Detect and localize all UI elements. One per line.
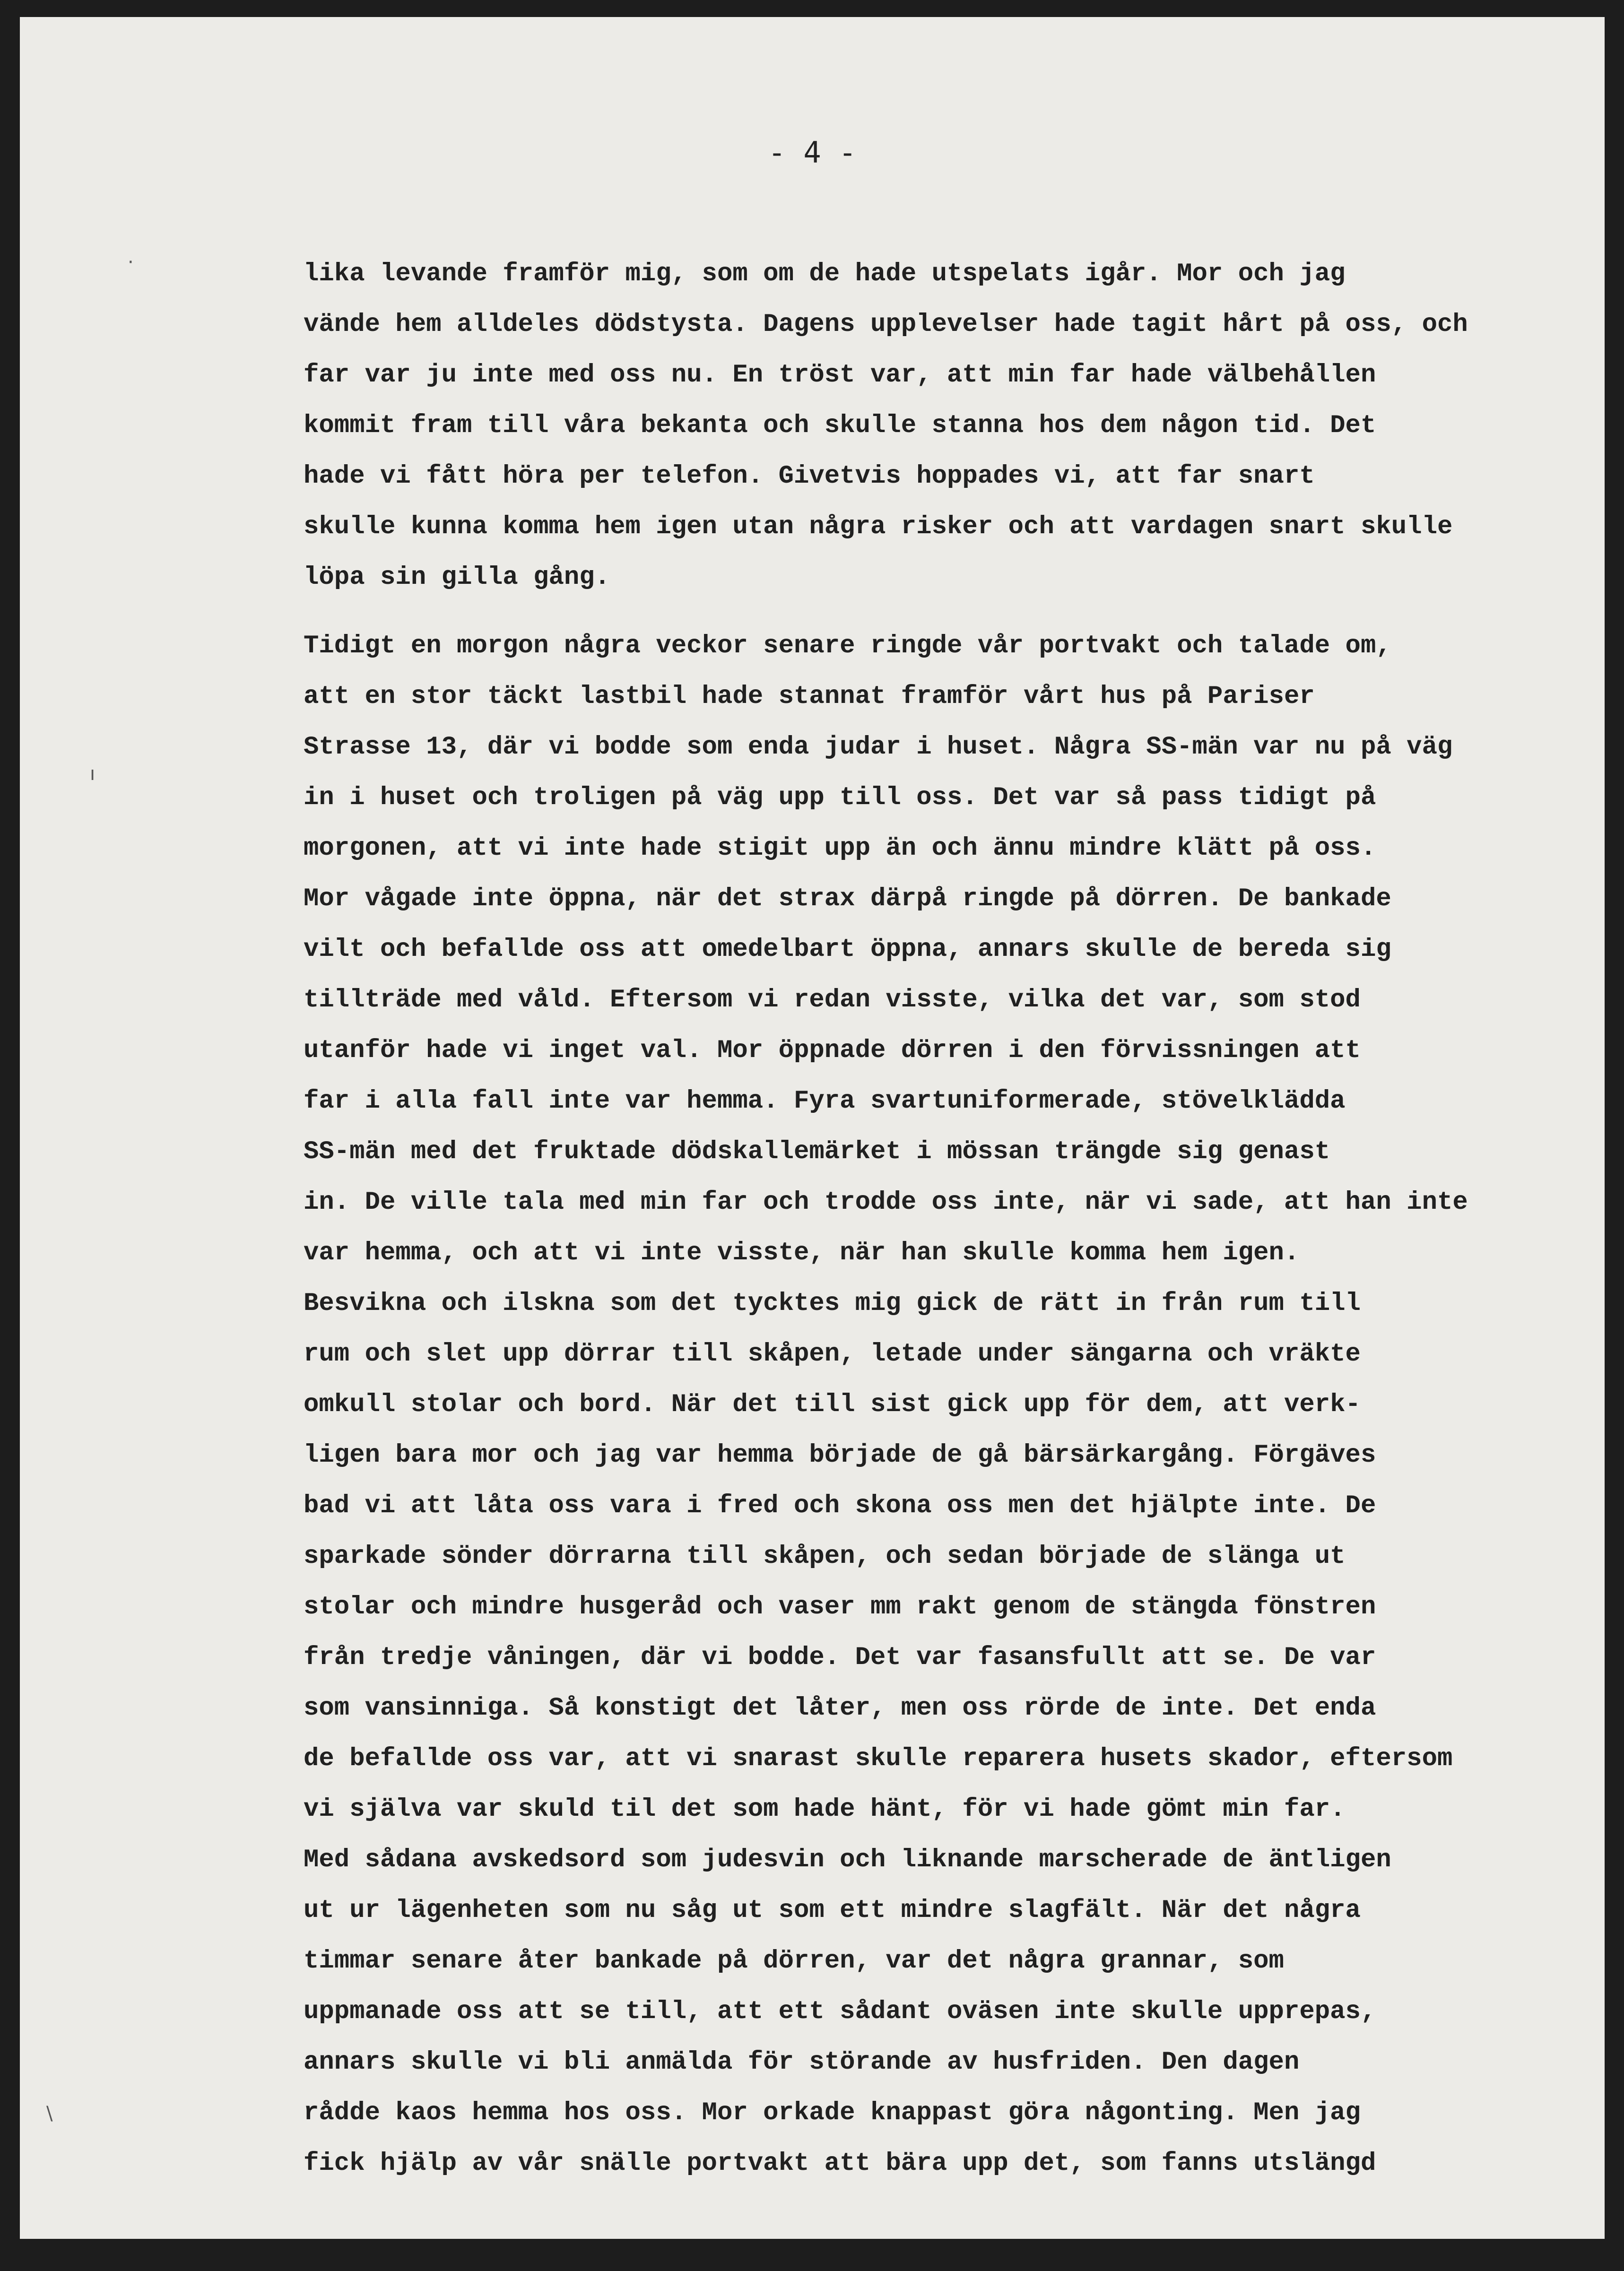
text-line: morgonen, att vi inte hade stigit upp än och ännu mindre klätt på oss.	[304, 834, 1376, 863]
text-line: SS-män med det fruktade dödskallemärket i mössan trängde sig genast	[304, 1137, 1330, 1166]
stray-mark: ı	[90, 763, 96, 785]
text-line: Besvikna och ilskna som det tycktes mig gick de rätt in från rum till	[304, 1289, 1361, 1318]
text-line: lika levande framför mig, som om de hade utspelats igår. Mor och jag	[304, 260, 1346, 288]
text-line: hade vi fått höra per telefon. Givetvis hoppades vi, att far snart	[304, 462, 1315, 491]
text-line: vände hem alldeles dödstysta. Dagens upplevelser hade tagit hårt på oss, och	[304, 310, 1468, 339]
text-line: Tidigt en morgon några veckor senare ringde vår portvakt och talade om,	[304, 632, 1391, 660]
text-line: ut ur lägenheten som nu såg ut som ett mindre slagfält. När det några	[304, 1896, 1361, 1925]
text-line: Mor vågade inte öppna, när det strax därpå ringde på dörren. De bankade	[304, 884, 1391, 913]
text-line: far var ju inte med oss nu. En tröst var, att min far hade välbehållen	[304, 361, 1376, 390]
text-line: löpa sin gilla gång.	[304, 563, 610, 592]
text-line: stolar och mindre husgeråd och vaser mm rakt genom de stängda fönstren	[304, 1593, 1376, 1621]
paragraph-2	[304, 621, 1604, 2189]
text-line: bad vi att låta oss vara i fred och skona oss men det hjälpte inte. De	[304, 1491, 1376, 1520]
text-line: kommit fram till våra bekanta och skulle stanna hos dem någon tid. Det	[304, 411, 1376, 440]
text-line: vilt och befallde oss att omedelbart öppna, annars skulle de bereda sig	[304, 935, 1391, 964]
text-line: sparkade sönder dörrarna till skåpen, och sedan började de slänga ut	[304, 1542, 1346, 1571]
text-line: utanför hade vi inget val. Mor öppnade dörren i den förvissningen att	[304, 1036, 1361, 1065]
text-line: uppmanade oss att se till, att ett sådant oväsen inte skulle upprepas,	[304, 1997, 1376, 2026]
text-line: rum och slet upp dörrar till skåpen, letade under sängarna och vräkte	[304, 1340, 1361, 1369]
text-line: som vansinniga. Så konstigt det låter, men oss rörde de inte. Det enda	[304, 1694, 1376, 1723]
text-line: Strasse 13, där vi bodde som enda judar i huset. Några SS-män var nu på väg	[304, 733, 1453, 762]
text-line: vi själva var skuld til det som hade hänt, för vi hade gömt min far.	[304, 1795, 1346, 1824]
text-line: annars skulle vi bli anmälda för störande av husfriden. Den dagen	[304, 2048, 1300, 2077]
text-line: Med sådana avskedsord som judesvin och liknande marscherade de äntligen	[304, 1846, 1391, 1874]
text-line: skulle kunna komma hem igen utan några risker och att vardagen snart skulle	[304, 512, 1453, 541]
typewritten-page	[20, 17, 1605, 2239]
text-line: far i alla fall inte var hemma. Fyra svartuniformerade, stövelklädda	[304, 1087, 1346, 1116]
stray-mark: \	[46, 2103, 53, 2124]
paragraph-1	[304, 249, 1604, 603]
stray-mark: ·	[128, 251, 134, 273]
text-line: ligen bara mor och jag var hemma började de gå bärsärkargång. Förgäves	[304, 1441, 1376, 1470]
text-line: från tredje våningen, där vi bodde. Det var fasansfullt att se. De var	[304, 1643, 1376, 1672]
text-line: fick hjälp av vår snälle portvakt att bära upp det, som fanns utslängd	[304, 2149, 1376, 2178]
text-line: timmar senare åter bankade på dörren, var det några grannar, som	[304, 1947, 1284, 1976]
text-line: rådde kaos hemma hos oss. Mor orkade knappast göra någonting. Men jag	[304, 2098, 1361, 2127]
page-number: - 4 -	[768, 135, 857, 170]
text-line: in i huset och troligen på väg upp till oss. Det var så pass tidigt på	[304, 783, 1376, 812]
text-line: tillträde med våld. Eftersom vi redan visste, vilka det var, som stod	[304, 986, 1361, 1014]
text-line: in. De ville tala med min far och trodde oss inte, när vi sade, att han inte	[304, 1188, 1468, 1217]
text-line: omkull stolar och bord. När det till sist gick upp för dem, att verk-	[304, 1390, 1361, 1419]
text-line: de befallde oss var, att vi snarast skulle reparera husets skador, eftersom	[304, 1744, 1453, 1773]
text-line: var hemma, och att vi inte visste, när han skulle komma hem igen.	[304, 1239, 1300, 1267]
body-text	[304, 249, 1604, 2189]
text-line: att en stor täckt lastbil hade stannat framför vårt hus på Pariser	[304, 682, 1315, 711]
